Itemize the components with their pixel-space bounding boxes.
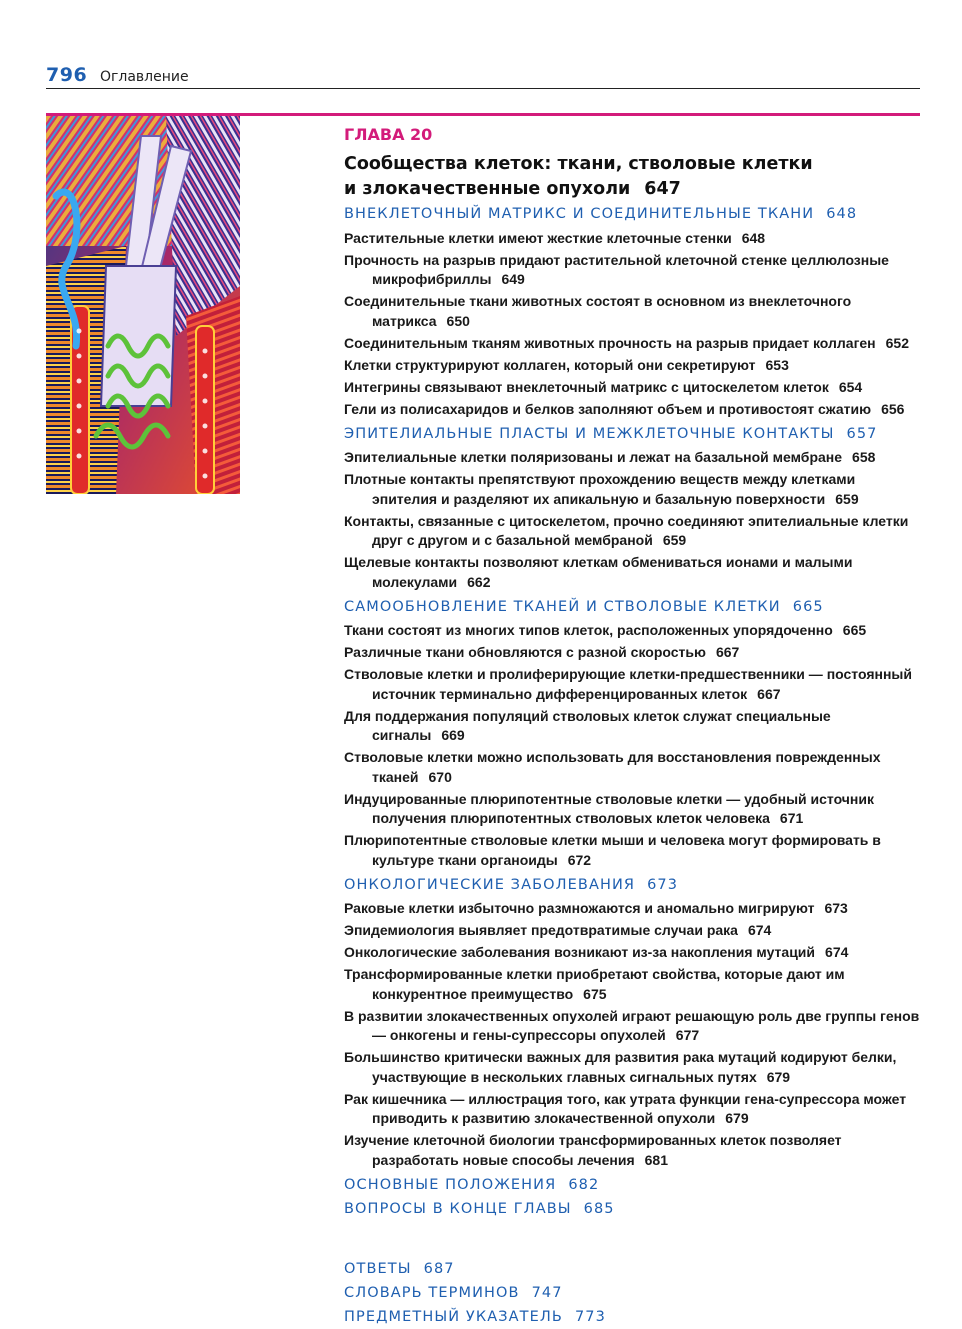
toc-entry[interactable] (344, 621, 924, 641)
entry-page: 652 (885, 334, 909, 351)
section-page: 673 (647, 876, 679, 893)
back-matter-item[interactable] (344, 1257, 924, 1281)
toc-entry[interactable] (344, 921, 924, 941)
entry-text: Стволовые клетки можно использовать для восстановления поврежденных тканей (344, 749, 881, 785)
toc-entry[interactable] (344, 1090, 924, 1129)
toc-entry[interactable] (344, 292, 924, 331)
entry-page: 649 (501, 271, 525, 287)
entry-text: Плюрипотентные стволовые клетки мыши и человека могут формировать в культуре ткани органоиды (344, 832, 881, 868)
entry-page: 665 (842, 622, 867, 638)
section-page: 685 (583, 1200, 615, 1217)
entry-text: Ткани состоят из многих типов клеток, расположенных упорядоченно (344, 622, 833, 638)
chapter-title-line2: и злокачественные опухоли (344, 179, 631, 199)
chapter-page: 647 (644, 179, 681, 199)
section-heading[interactable] (344, 1173, 924, 1197)
entry-page: 674 (825, 944, 849, 960)
section-title: ВНЕКЛЕТОЧНЫЙ МАТРИКС И СОЕДИНИТЕЛЬНЫЕ ТКАНИ (344, 206, 815, 222)
back-matter-title: ОТВЕТЫ (344, 1260, 412, 1277)
entry-text: В развитии злокачественных опухолей играют решающую роль две группы генов — онкогены и гены-супрессоры опухолей (344, 1007, 920, 1043)
entry-page: 669 (441, 727, 465, 743)
entry-page: 673 (824, 900, 848, 916)
toc-entry[interactable] (344, 748, 924, 787)
section-title: ОСНОВНЫЕ ПОЛОЖЕНИЯ (344, 1176, 557, 1193)
back-matter-page: 747 (531, 1284, 563, 1301)
toc-entry[interactable] (344, 831, 924, 870)
section-heading[interactable] (344, 595, 924, 619)
back-matter-item[interactable] (344, 1281, 924, 1305)
back-matter-title: СЛОВАРЬ ТЕРМИНОВ (344, 1284, 520, 1301)
entry-text: Индуцированные плюрипотентные стволовые клетки — удобный источник получения плюрипотентных стволовых клеток человека (344, 790, 874, 826)
entry-text: Онкологические заболевания возникают из-за накопления мутаций (344, 944, 816, 960)
entry-text: Большинство критически важных для развития рака мутаций кодируют белки, участвующие в нескольких главных сигнальных путях (344, 1049, 897, 1085)
entry-text: Растительные клетки имеют жесткие клеточные стенки (344, 229, 732, 246)
entry-page: 670 (428, 768, 452, 785)
spacer (344, 1221, 924, 1257)
toc-entry[interactable] (344, 1048, 924, 1087)
entry-text: Эпидемиология выявляет предотвратимые случаи рака (344, 922, 738, 938)
toc-entry[interactable] (344, 643, 924, 663)
back-matter-page: 773 (574, 1308, 606, 1325)
toc-entry[interactable] (344, 448, 924, 468)
entry-text: Стволовые клетки и пролиферирующие клетки-предшественники — постоянный источник терминально дифференцированных клеток (344, 666, 912, 702)
entry-page: 672 (567, 851, 592, 868)
toc-entry[interactable] (344, 665, 924, 704)
entry-page: 675 (583, 985, 607, 1002)
toc-entry[interactable] (344, 512, 924, 551)
page-header (46, 64, 920, 88)
header-rule (46, 88, 920, 89)
section-heading[interactable] (344, 422, 924, 446)
entry-page: 656 (881, 400, 905, 417)
toc-entry[interactable] (344, 1007, 924, 1046)
section-title: ОНКОЛОГИЧЕСКИЕ ЗАБОЛЕВАНИЯ (344, 876, 636, 893)
entry-page: 659 (835, 490, 859, 507)
entry-text: Прочность на разрыв придают растительной клеточной стенке целлюлозные микрофибриллы (344, 251, 889, 287)
toc-entry[interactable] (344, 400, 924, 420)
entry-page: 662 (467, 573, 491, 590)
entry-page: 650 (446, 312, 470, 329)
section-heading[interactable] (344, 1197, 924, 1221)
entry-page: 653 (765, 356, 789, 373)
entry-text: Гели из полисахаридов и белков заполняют объем и противостоят сжатию (344, 400, 872, 417)
entry-page: 674 (747, 922, 772, 938)
entry-text: Контакты, связанные с цитоскелетом, прочно соединяют эпителиальные клетки друг с другом и с базальной мембраной (344, 512, 909, 548)
entry-page: 677 (675, 1027, 700, 1043)
section-title: САМООБНОВЛЕНИЕ ТКАНЕЙ И СТВОЛОВЫЕ КЛЕТКИ (344, 598, 781, 615)
entry-text: Эпителиальные клетки поляризованы и лежат на базальной мембране (344, 449, 843, 465)
entry-text: Рак кишечника — иллюстрация того, как утрата функции гена-супрессора может приводить к развитию злокачественной опухоли (344, 1090, 907, 1126)
table-of-contents (344, 124, 924, 1329)
chapter-artwork-image (46, 116, 240, 494)
toc-entry[interactable] (344, 334, 924, 354)
entry-text: Интегрины связывают внеклеточный матрикс с цитоскелетом клеток (344, 378, 829, 395)
entry-page: 648 (741, 229, 766, 246)
entry-page: 681 (644, 1151, 668, 1168)
toc-entry[interactable] (344, 707, 924, 746)
toc-entry[interactable] (344, 790, 924, 829)
running-title: Оглавление (100, 69, 189, 85)
toc-entry[interactable] (344, 943, 924, 963)
chapter-artwork (46, 116, 240, 494)
entry-text: Различные ткани обновляются с разной скоростью (344, 644, 706, 660)
section-title: ВОПРОСЫ В КОНЦЕ ГЛАВЫ (344, 1200, 572, 1217)
entry-text: Соединительные ткани животных состоят в основном из внеклеточного матрикса (344, 293, 852, 329)
entry-text: Для поддержания популяций стволовых клеток служат специальные сигналы (344, 707, 831, 743)
entry-text: Изучение клеточной биологии трансформированных клеток позволяет разработать новые способы лечения (344, 1132, 842, 1168)
toc-entry[interactable] (344, 899, 924, 919)
entry-text: Трансформированные клетки приобретают свойства, которые дают им конкурентное преимущество (344, 966, 845, 1002)
entry-text: Щелевые контакты позволяют клеткам обмениваться ионами и малыми молекулами (344, 554, 853, 590)
toc-entry[interactable] (344, 229, 924, 249)
entry-text: Соединительным тканям животных прочность на разрыв придает коллаген (344, 334, 876, 351)
section-heading[interactable] (344, 202, 924, 226)
section-page: 665 (792, 598, 824, 615)
entry-page: 671 (779, 810, 804, 826)
entry-page: 654 (838, 378, 863, 395)
section-title: ЭПИТЕЛИАЛЬНЫЕ ПЛАСТЫ И МЕЖКЛЕТОЧНЫЕ КОНТАКТЫ (344, 425, 835, 442)
back-matter-item[interactable] (344, 1305, 924, 1329)
entry-page: 658 (852, 449, 876, 465)
entry-text: Плотные контакты препятствуют прохождению веществ между клетками эпителия и разделяют их апикальную и базальную поверхности (344, 471, 856, 507)
toc-entry[interactable] (344, 470, 924, 509)
back-matter-page: 687 (423, 1260, 455, 1277)
entry-page: 667 (715, 644, 740, 660)
entry-text: Клетки структурируют коллаген, который они секретируют (344, 356, 756, 373)
chapter-title-line1: Сообщества клеток: ткани, стволовые клетки (344, 154, 813, 174)
section-page: 682 (568, 1176, 600, 1193)
section-page: 657 (846, 425, 878, 442)
toc-entry[interactable] (344, 553, 924, 592)
entry-page: 679 (766, 1068, 791, 1085)
back-matter-title: ПРЕДМЕТНЫЙ УКАЗАТЕЛЬ (344, 1308, 563, 1325)
section-heading[interactable] (344, 873, 924, 897)
toc-entry[interactable] (344, 356, 924, 376)
entry-page: 667 (757, 685, 781, 702)
chapter-label: ГЛАВА 20 (344, 125, 433, 144)
toc-entry[interactable] (344, 378, 924, 398)
toc-entry[interactable] (344, 251, 924, 290)
page-number: 796 (46, 64, 88, 86)
chapter-title[interactable] (344, 152, 924, 202)
toc-entry[interactable] (344, 965, 924, 1004)
entry-text: Раковые клетки избыточно размножаются и аномально мигрируют (344, 900, 815, 916)
section-page: 648 (826, 206, 858, 222)
entry-page: 679 (725, 1110, 749, 1126)
entry-page: 659 (662, 532, 687, 548)
toc-entry[interactable] (344, 1131, 924, 1170)
